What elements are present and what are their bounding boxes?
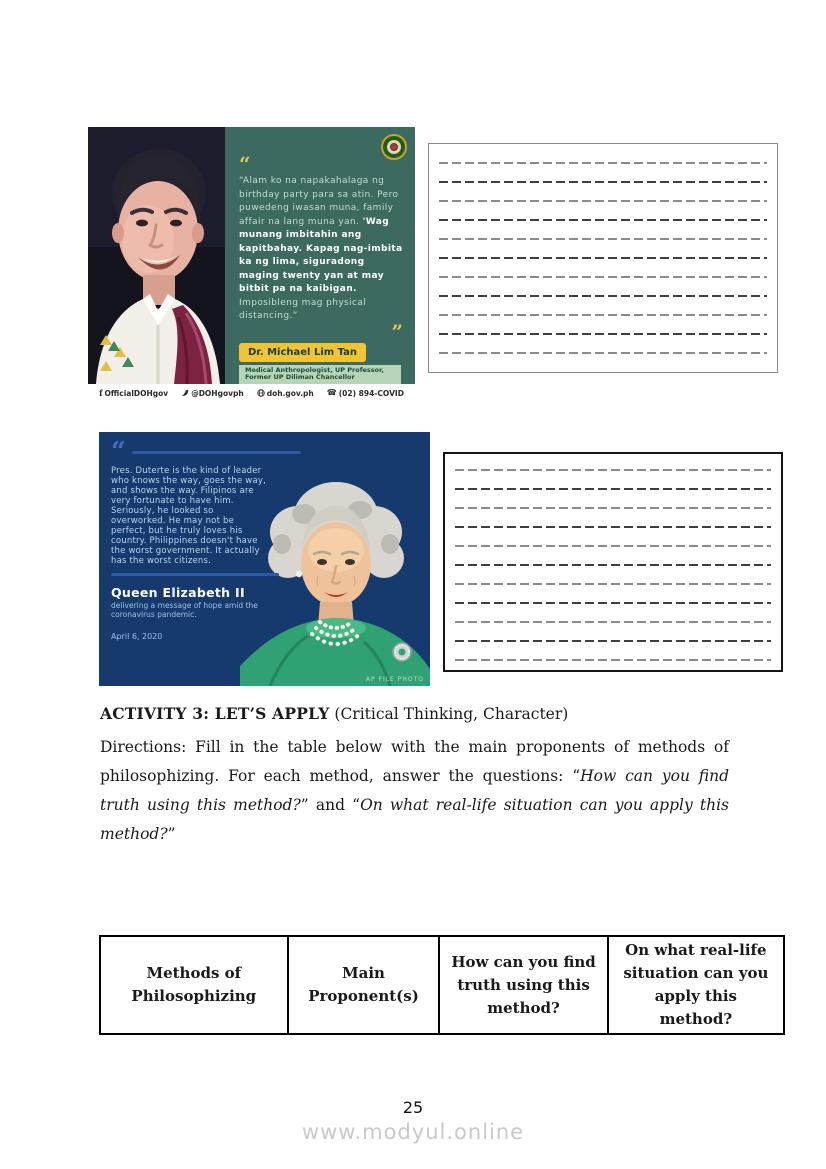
doh-social-footer — [88, 385, 415, 401]
twitter-handle — [181, 389, 244, 398]
directions-question-2: On what real-life situation can you apply this method? — [100, 796, 729, 843]
activity-title-rest: (Critical Thinking, Character) — [329, 705, 569, 723]
answer-blank-line — [437, 167, 769, 186]
queen-quote-text: Pres. Duterte is the kind of leader who knows the way, goes the way, and shows the way. Filipinos are very fortunate to have him. Seriously, he looked so overworked. He may not be perfect, but he truly loves his country. Philippines doesn't have the worst government. It actually has the worst citizens. — [111, 466, 266, 566]
answer-blank-line — [453, 531, 773, 550]
website-handle — [257, 389, 314, 398]
answer-blank-line — [437, 262, 769, 281]
queen-quote-header — [111, 437, 301, 467]
answer-blank-line — [437, 205, 769, 224]
site-watermark: www.modyul.online — [301, 1120, 525, 1144]
answer-box-2 — [443, 452, 783, 672]
header-how-find-truth: How can you find truth using this method? — [439, 936, 607, 1034]
photo-credit: AP FILE PHOTO — [365, 676, 424, 683]
header-real-life-situation: On what real-life situation can you apply this method? — [608, 936, 784, 1034]
twitter-label: @DOHgovph — [191, 388, 244, 398]
directions-suffix: ” — [167, 825, 176, 843]
phone-icon: ☎ — [326, 388, 337, 397]
queen-quote-content — [111, 437, 311, 641]
tan-quote-text — [239, 175, 403, 324]
directions-mid: ” and “ — [300, 796, 361, 814]
answer-blank-line — [453, 512, 773, 531]
answer-blank-line — [437, 186, 769, 205]
directions-question-1: How can you find truth using this method? — [100, 767, 730, 814]
doh-seal-icon — [381, 134, 407, 160]
directions-paragraph — [100, 733, 729, 849]
queen-name: Queen Elizabeth II — [111, 585, 245, 600]
answer-blank-line — [437, 224, 769, 243]
website-label: doh.gov.ph — [266, 388, 314, 398]
activity-title-bold: ACTIVITY 3: LET’S APPLY — [100, 704, 330, 723]
answer-blank-line — [453, 569, 773, 588]
queen-subtitle: delivering a message of hope amid the coronavirus pandemic. — [111, 601, 258, 619]
opening-quote-icon: “ — [111, 437, 126, 467]
answer-box-1 — [428, 143, 778, 373]
closing-quote-icon: ” — [391, 319, 403, 344]
facebook-handle — [99, 389, 168, 398]
answer-blank-line — [453, 474, 773, 493]
answer-blank-line — [437, 148, 769, 167]
table-header-row — [100, 936, 784, 1034]
tan-quote-normal-1: “Alam ko na napakahalaga ng birthday party para sa atin. Pero puwedeng iwasan muna, family affair na lang muna yan. — [239, 176, 399, 227]
answer-blank-line — [437, 338, 769, 357]
opening-quote-icon: “ — [239, 152, 251, 176]
header-main-proponents: Main Proponent(s) — [288, 936, 440, 1034]
answer-blank-line — [437, 281, 769, 300]
answer-blank-line — [453, 626, 773, 645]
answer-blank-line — [437, 243, 769, 262]
dr-tan-portrait-image — [88, 127, 225, 384]
tan-name-badge: Dr. Michael Lim Tan — [239, 343, 366, 362]
queen-quote-date: April 6, 2020 — [111, 632, 163, 641]
quote-header-line — [132, 451, 301, 454]
tan-quote-normal-2: Imposibleng mag physical distancing.” — [239, 297, 367, 321]
facebook-label: OfficialDOHgov — [104, 388, 169, 398]
globe-icon — [257, 389, 265, 397]
queen-quote-card — [99, 432, 430, 686]
methods-table — [99, 935, 785, 1035]
doh-quote-card — [88, 127, 415, 384]
directions-prefix: Directions: Fill in the table below with the main proponents of methods of philosophizing. For each method, answer the questions: “ — [100, 738, 729, 785]
header-methods-of-philosophizing: Methods of Philosophizing — [100, 936, 288, 1034]
tan-credentials: Medical Anthropologist, UP Professor, Former UP Diliman Chancellor — [239, 365, 401, 384]
answer-blank-line — [453, 645, 773, 664]
answer-blank-line — [453, 455, 773, 474]
answer-blank-line — [437, 319, 769, 338]
phone-label: (02) 894-COVID — [338, 388, 404, 398]
quote-divider-line — [111, 573, 279, 576]
facebook-icon: f — [99, 388, 103, 398]
page-number: 25 — [402, 1098, 424, 1117]
answer-blank-line — [453, 588, 773, 607]
doh-quote-panel — [225, 127, 415, 384]
phone-handle — [327, 389, 404, 398]
answer-blank-line — [437, 300, 769, 319]
answer-blank-line — [453, 550, 773, 569]
answer-blank-line — [453, 607, 773, 626]
activity-title — [100, 703, 740, 725]
twitter-bird-icon — [181, 389, 189, 397]
tan-quote-bold: 'Wag munang imbitahin ang kapitbahay. Kapag nag-imbita ka ng lima, siguradong maging twenty yan at may bitbit pa na kaibigan. — [239, 216, 403, 294]
answer-blank-line — [453, 493, 773, 512]
